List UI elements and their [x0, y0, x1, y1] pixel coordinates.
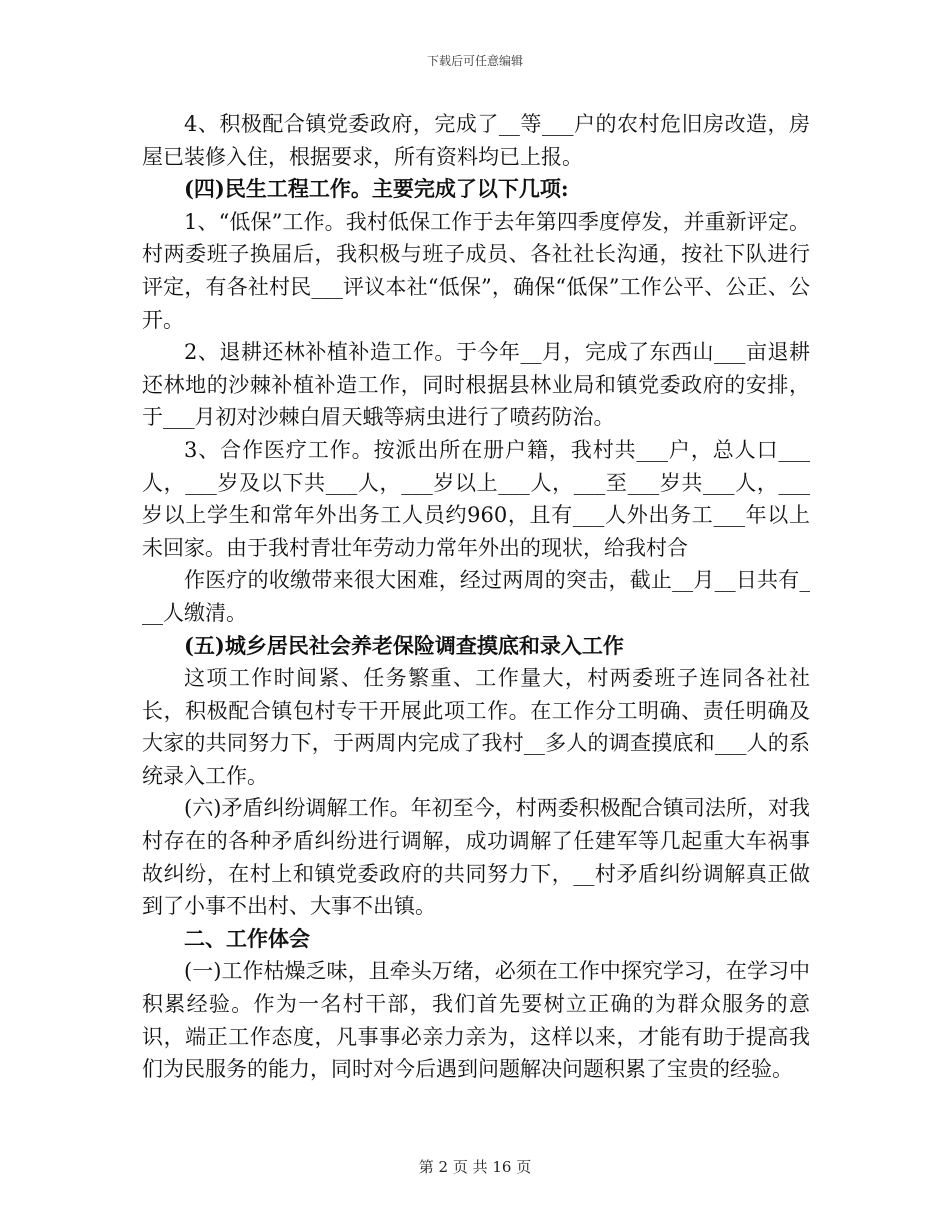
heading-pension-survey: (五)城乡居民社会养老保险调查摸底和录入工作	[184, 632, 624, 658]
paragraph-work-experience-1: (一)工作枯燥乏味，且牵头万绪，必须在工作中探究学习，在学习中积累经验。作为一名村干部，我们首先要树立正确的为群众服务的意识，端正工作态度，凡事事必亲力亲为，这样以来，才能有助于提高我们为民服务的能力，同时对今后遇到问题解决问题积累了宝贵的经验。	[142, 959, 810, 1082]
paragraph-cooperative-medical: 3、合作医疗工作。按派出所在册户籍，我村共___户，总人口___人，___岁及以下共___人，___岁以上___人，___至___岁共___人，___岁以上学生和常年外出务工人员约960，且有___人外出务工___年以上未回家。由于我村青壮年劳动力常年外出的现状，给我村合	[142, 437, 810, 560]
heading-work-experience: 二、工作体会	[184, 925, 310, 951]
document-body	[142, 108, 810, 1086]
paragraph-house-renovation: 4、积极配合镇党委政府，完成了__等___户的农村危旧房改造，房屋已装修入住，根据要求，所有资料均已上报。	[142, 112, 810, 169]
heading-livelihood-projects: (四)民生工程工作。主要完成了以下几项:	[184, 176, 569, 202]
paragraph-low-income-subsidy: 1、“低保”工作。我村低保工作于去年第四季度停发，并重新评定。村两委班子换届后，我积极与班子成员、各社社长沟通，按社下队进行评定，有各社村民___评议本社“低保”，确保“低保”工作公平、公正、公开。	[142, 209, 810, 332]
page-header: 下载后可任意编辑	[426, 54, 523, 68]
paragraph-reforestation: 2、退耕还林补植补造工作。于今年__月，完成了东西山___亩退耕还林地的沙棘补植补造工作，同时根据县林业局和镇党委政府的安排，于___月初对沙棘白眉天蛾等病虫进行了喷药防治。	[142, 340, 810, 430]
paragraph-pension-survey: 这项工作时间紧、任务繁重、工作量大，村两委班子连同各社社长，积极配合镇包村专干开展此项工作。在工作分工明确、责任明确及大家的共同努力下，于两周内完成了我村__多人的调查摸底和___人的系统录入工作。	[142, 666, 810, 788]
paragraph-dispute-mediation: (六)矛盾纠纷调解工作。年初至今，村两委积极配合镇司法所，对我村存在的各种矛盾纠纷进行调解，成功调解了任建军等几起重大车祸事故纠纷，在村上和镇党委政府的共同努力下，__村矛盾纠纷调解真正做到了小事不出村、大事不出镇。	[142, 796, 810, 919]
paragraph-cooperative-medical-cont: 作医疗的收缴带来很大困难，经过两周的突击，截止__月__日共有___人缴清。	[142, 568, 810, 625]
page-footer: 第 2 页 共 16 页	[418, 1158, 532, 1176]
